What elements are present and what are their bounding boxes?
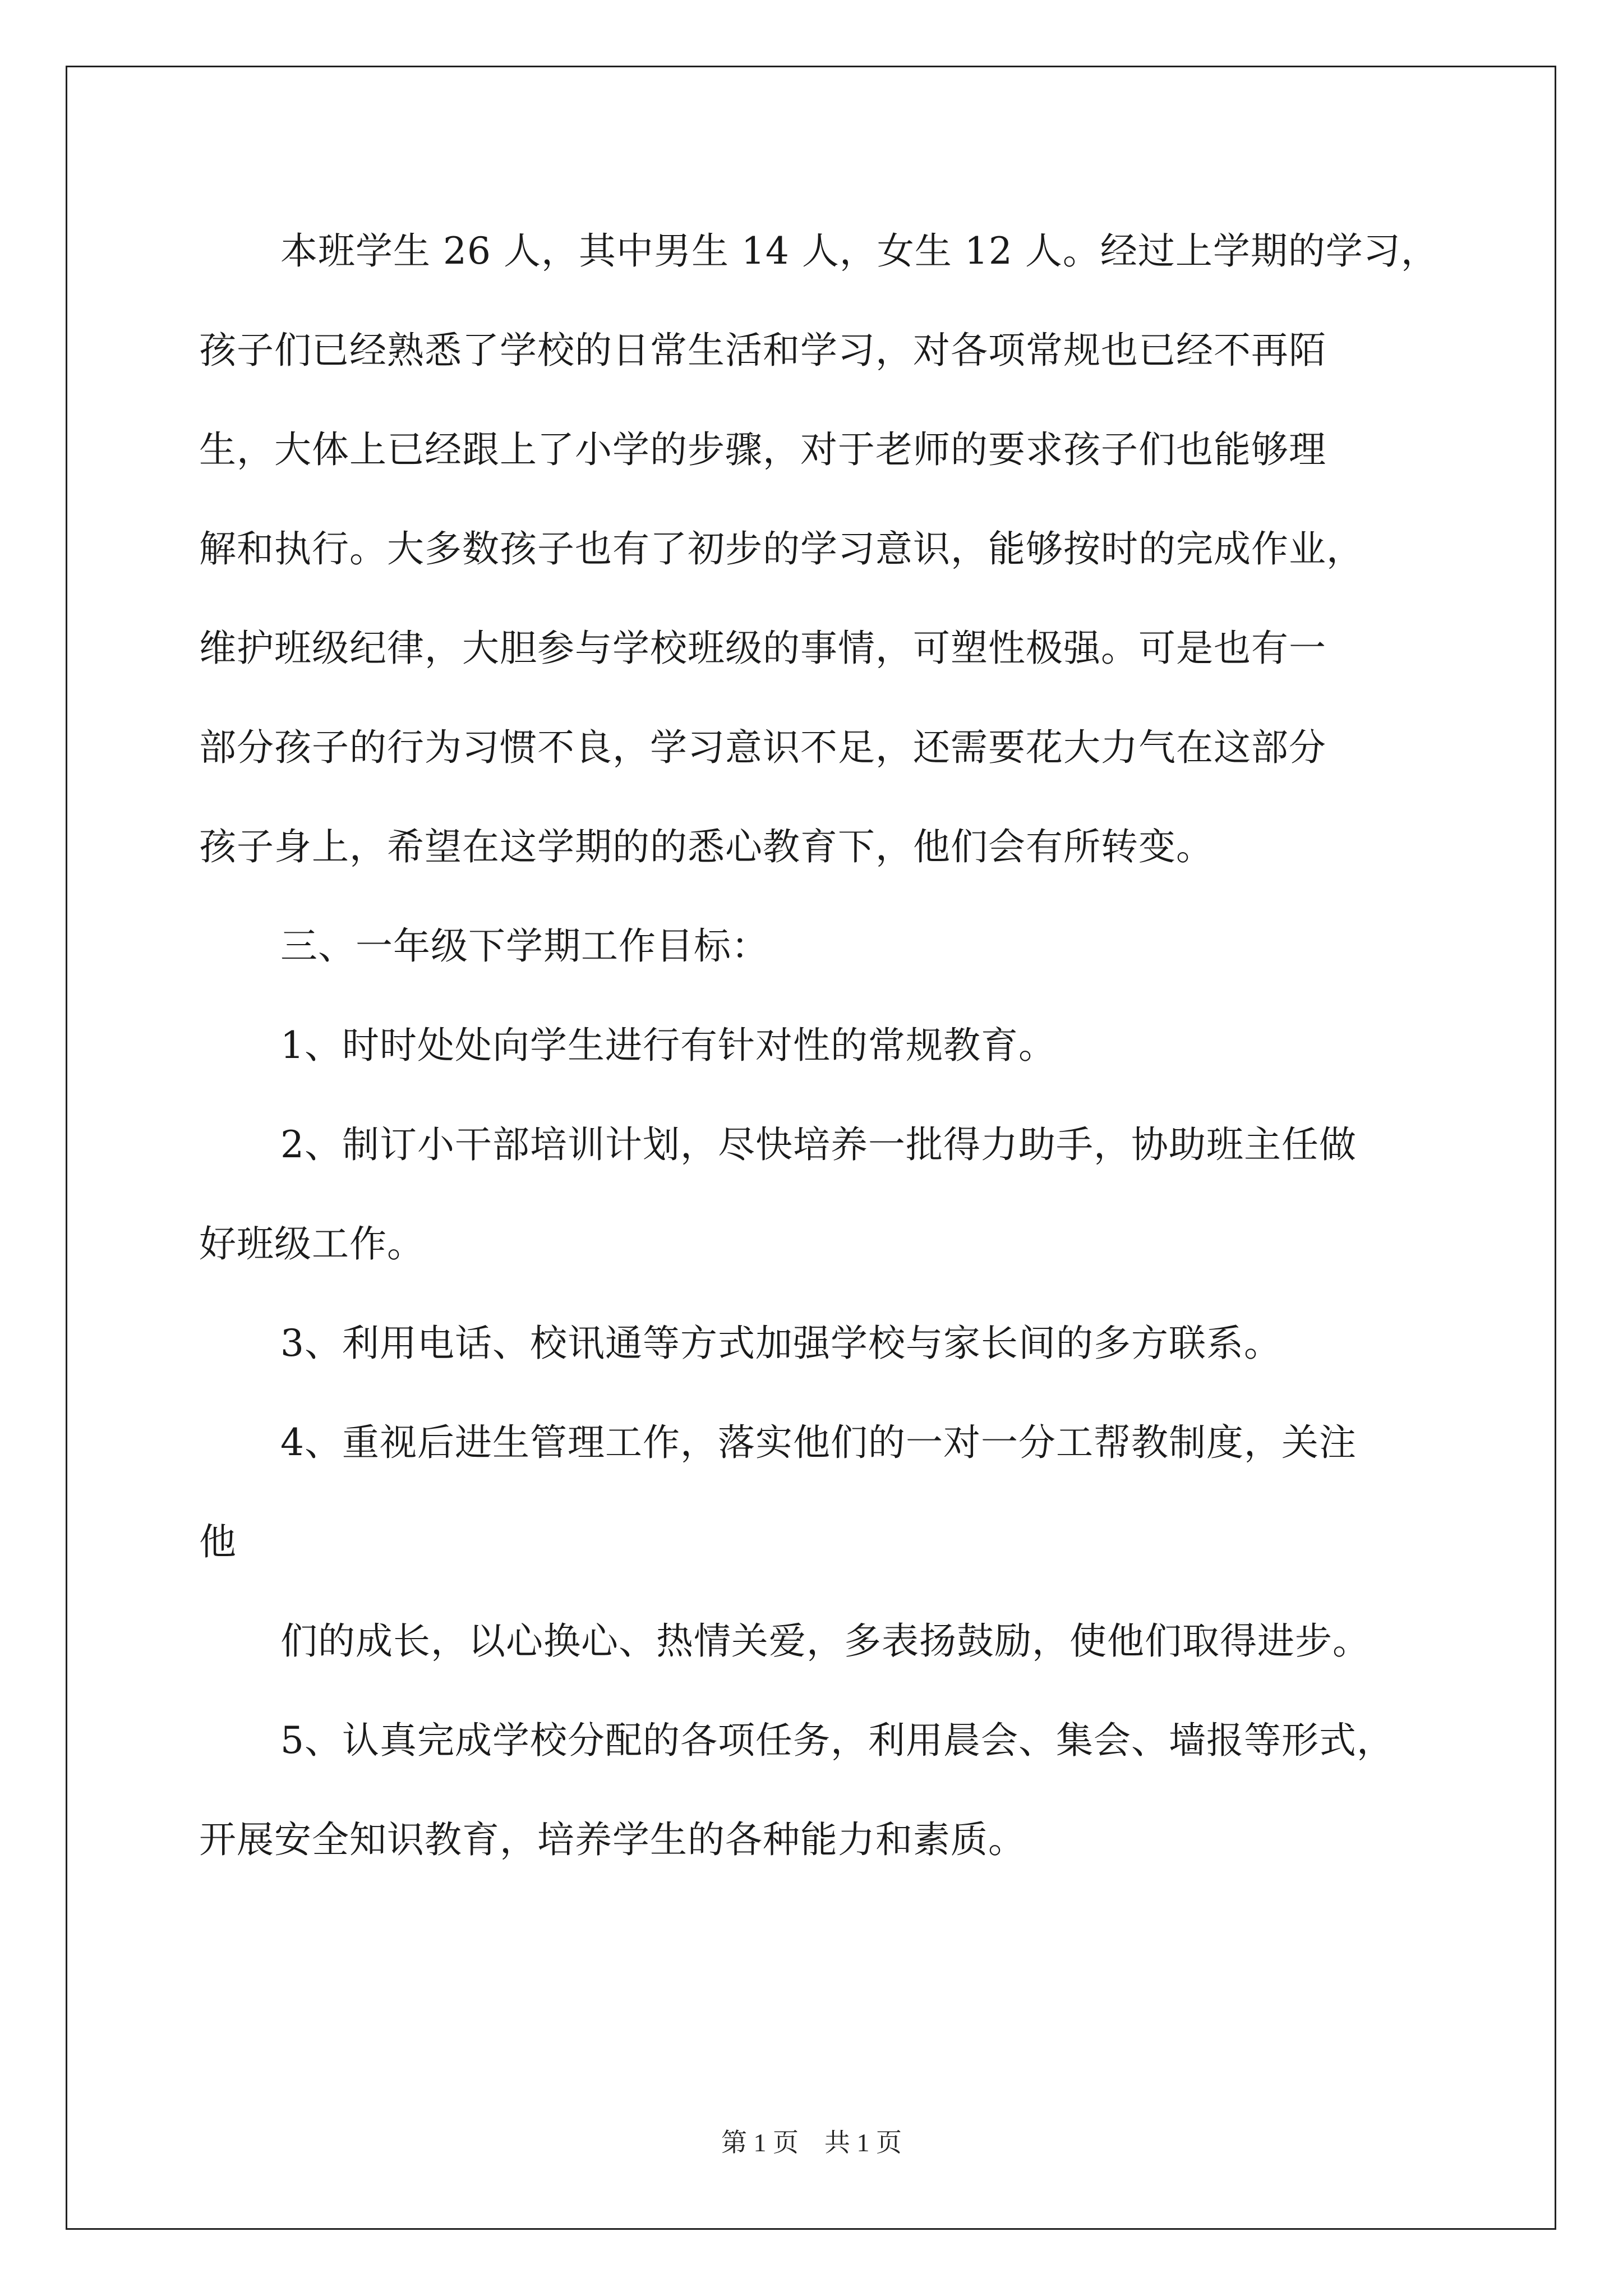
goal-item-2: 2、制订小干部培训计划，尽快培养一批得力助手，协助班主任做: [280, 1123, 1357, 1166]
goal-item-4-continued-2: 们的成长，以心换心、热情关爱，多表扬鼓励，使他们取得进步。: [280, 1619, 1370, 1663]
paragraph-line-6: 部分孩子的行为习惯不良，学习意识不足，还需要花大力气在这部分: [199, 726, 1326, 769]
paragraph-line-2: 孩子们已经熟悉了学校的日常生活和学习，对各项常规也已经不再陌: [199, 329, 1326, 372]
goal-item-3: 3、利用电话、校讯通等方式加强学校与家长间的多方联系。: [280, 1322, 1281, 1365]
page-number-footer: 第 1 页 共 1 页: [721, 2128, 902, 2157]
paragraph-line-5: 维护班级纪律，大胆参与学校班级的事情，可塑性极强。可是也有一: [199, 627, 1326, 670]
goal-item-1: 1、时时处处向学生进行有针对性的常规教育。: [280, 1024, 1056, 1067]
goal-item-4: 4、重视后进生管理工作，落实他们的一对一分工帮教制度，关注: [280, 1421, 1357, 1464]
goal-item-4-continued: 他: [199, 1520, 237, 1563]
goal-item-5: 5、认真完成学校分配的各项任务，利用晨会、集会、墙报等形式，: [280, 1719, 1394, 1762]
goal-item-5-continued: 开展安全知识教育，培养学生的各种能力和素质。: [199, 1818, 1026, 1861]
paragraph-line-3: 生，大体上已经跟上了小学的步骤，对于老师的要求孩子们也能够理: [199, 428, 1326, 471]
paragraph-line-4: 解和执行。大多数孩子也有了初步的学习意识，能够按时的完成作业，: [199, 527, 1364, 570]
section-heading: 三、一年级下学期工作目标：: [280, 924, 769, 968]
goal-item-2-continued: 好班级工作。: [199, 1222, 425, 1266]
paragraph-line-7: 孩子身上，希望在这学期的的悉心教育下，他们会有所转变。: [199, 825, 1214, 868]
paragraph-line-1: 本班学生 26 人，其中男生 14 人，女生 12 人。经过上学期的学习，: [280, 229, 1438, 273]
